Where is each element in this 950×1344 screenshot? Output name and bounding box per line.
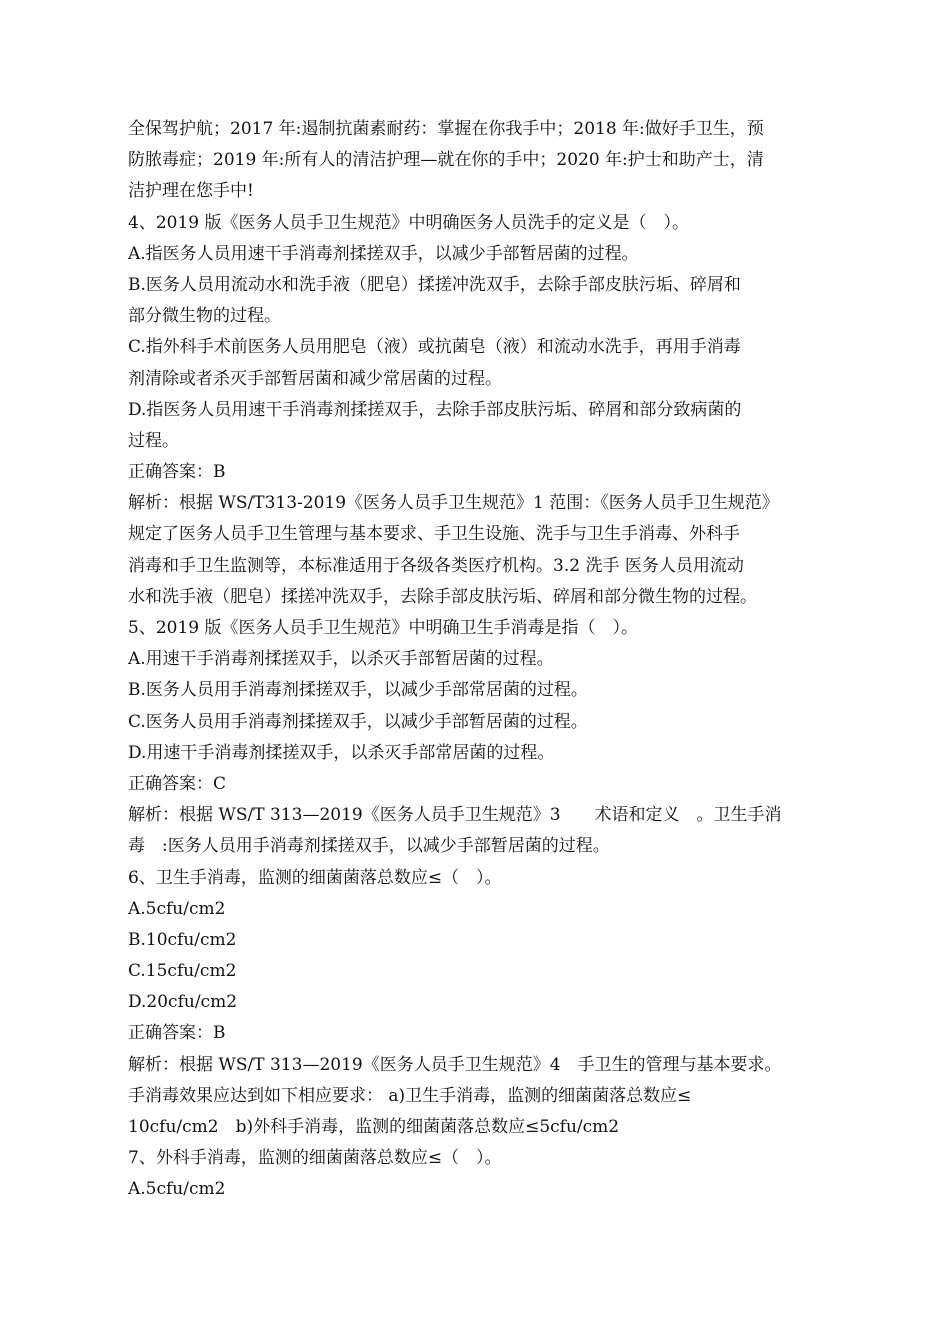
question-4-answer: 正确答案：B [128, 462, 226, 483]
text-line: 防脓毒症；2019 年:所有人的清洁护理—就在你的手中；2020 年:护士和助产士，清 [128, 150, 764, 171]
question-6-stem: 6、卫生手消毒，监测的细菌菌落总数应≤（ ）。 [128, 867, 502, 888]
question-6-analysis: 解析：根据 WS/T 313—2019《医务人员手卫生规范》4 手卫生的管理与基本要求。 [128, 1054, 782, 1075]
question-4-analysis-cont: 水和洗手液（肥皂）揉搓冲洗双手，去除手部皮肤污垢、碎屑和部分微生物的过程。 [128, 586, 757, 607]
question-7-stem: 7、外科手消毒，监测的细菌菌落总数应≤（ ）。 [128, 1148, 502, 1169]
question-4-analysis-cont: 规定了医务人员手卫生管理与基本要求、手卫生设施、洗手与卫生手消毒、外科手 [128, 524, 740, 545]
question-5-option-c: C.医务人员用手消毒剂揉搓双手，以减少手部暂居菌的过程。 [128, 711, 588, 732]
document-body [128, 114, 828, 1206]
question-4-option-b: B.医务人员用流动水和洗手液（肥皂）揉搓冲洗双手，去除手部皮肤污垢、碎屑和 [128, 274, 741, 295]
question-4-option-c-cont: 剂清除或者杀灭手部暂居菌和减少常居菌的过程。 [128, 368, 502, 389]
question-4-analysis-cont: 消毒和手卫生监测等，本标准适用于各级各类医疗机构。3.2 洗手 医务人员用流动 [128, 555, 744, 576]
question-6-option-d: D.20cfu/cm2 [128, 992, 238, 1013]
question-4-option-d-cont: 过程。 [128, 430, 179, 451]
question-6-option-a: A.5cfu/cm2 [128, 898, 226, 919]
question-6-answer: 正确答案：B [128, 1023, 226, 1044]
question-5-option-a: A.用速干手消毒剂揉搓双手，以杀灭手部暂居菌的过程。 [128, 649, 554, 670]
question-6-analysis-cont: 手消毒效果应达到如下相应要求： a)卫生手消毒，监测的细菌菌落总数应≤ [128, 1085, 692, 1106]
question-4-option-a: A.指医务人员用速干手消毒剂揉搓双手，以减少手部暂居菌的过程。 [128, 243, 639, 264]
question-4-option-c: C.指外科手术前医务人员用肥皂（液）或抗菌皂（液）和流动水洗手，再用手消毒 [128, 337, 741, 358]
question-6-option-b: B.10cfu/cm2 [128, 929, 237, 950]
question-5-analysis: 解析：根据 WS/T 313—2019《医务人员手卫生规范》3 术语和定义 。卫生手消 [128, 805, 782, 826]
question-5-option-b: B.医务人员用手消毒剂揉搓双手，以减少手部常居菌的过程。 [128, 680, 588, 701]
question-6-option-c: C.15cfu/cm2 [128, 961, 237, 982]
question-5-stem: 5、2019 版《医务人员手卫生规范》中明确卫生手消毒是指（ ）。 [128, 618, 638, 638]
text-line: 洁护理在您手中! [128, 181, 254, 202]
question-4-analysis: 解析：根据 WS/T313-2019《医务人员手卫生规范》1 范围：《医务人员手卫生规范》 [128, 493, 779, 514]
question-5-option-d: D.用速干手消毒剂揉搓双手，以杀灭手部常居菌的过程。 [128, 742, 555, 763]
question-4-option-b-cont: 部分微生物的过程。 [128, 306, 281, 327]
text-line: 全保驾护航；2017 年:遏制抗菌素耐药：掌握在你我手中；2018 年:做好手卫生，预 [128, 119, 764, 139]
question-7-option-a: A.5cfu/cm2 [128, 1179, 226, 1200]
question-6-analysis-cont: 10cfu/cm2 b)外科手消毒，监测的细菌菌落总数应≤5cfu/cm2 [128, 1117, 620, 1137]
question-4-stem: 4、2019 版《医务人员手卫生规范》中明确医务人员洗手的定义是（ ）。 [128, 212, 689, 233]
question-5-analysis-cont: 毒 :医务人员用手消毒剂揉搓双手，以减少手部暂居菌的过程。 [128, 836, 610, 857]
question-4-option-d: D.指医务人员用速干手消毒剂揉搓双手，去除手部皮肤污垢、碎屑和部分致病菌的 [128, 399, 742, 420]
question-5-answer: 正确答案：C [128, 773, 227, 794]
